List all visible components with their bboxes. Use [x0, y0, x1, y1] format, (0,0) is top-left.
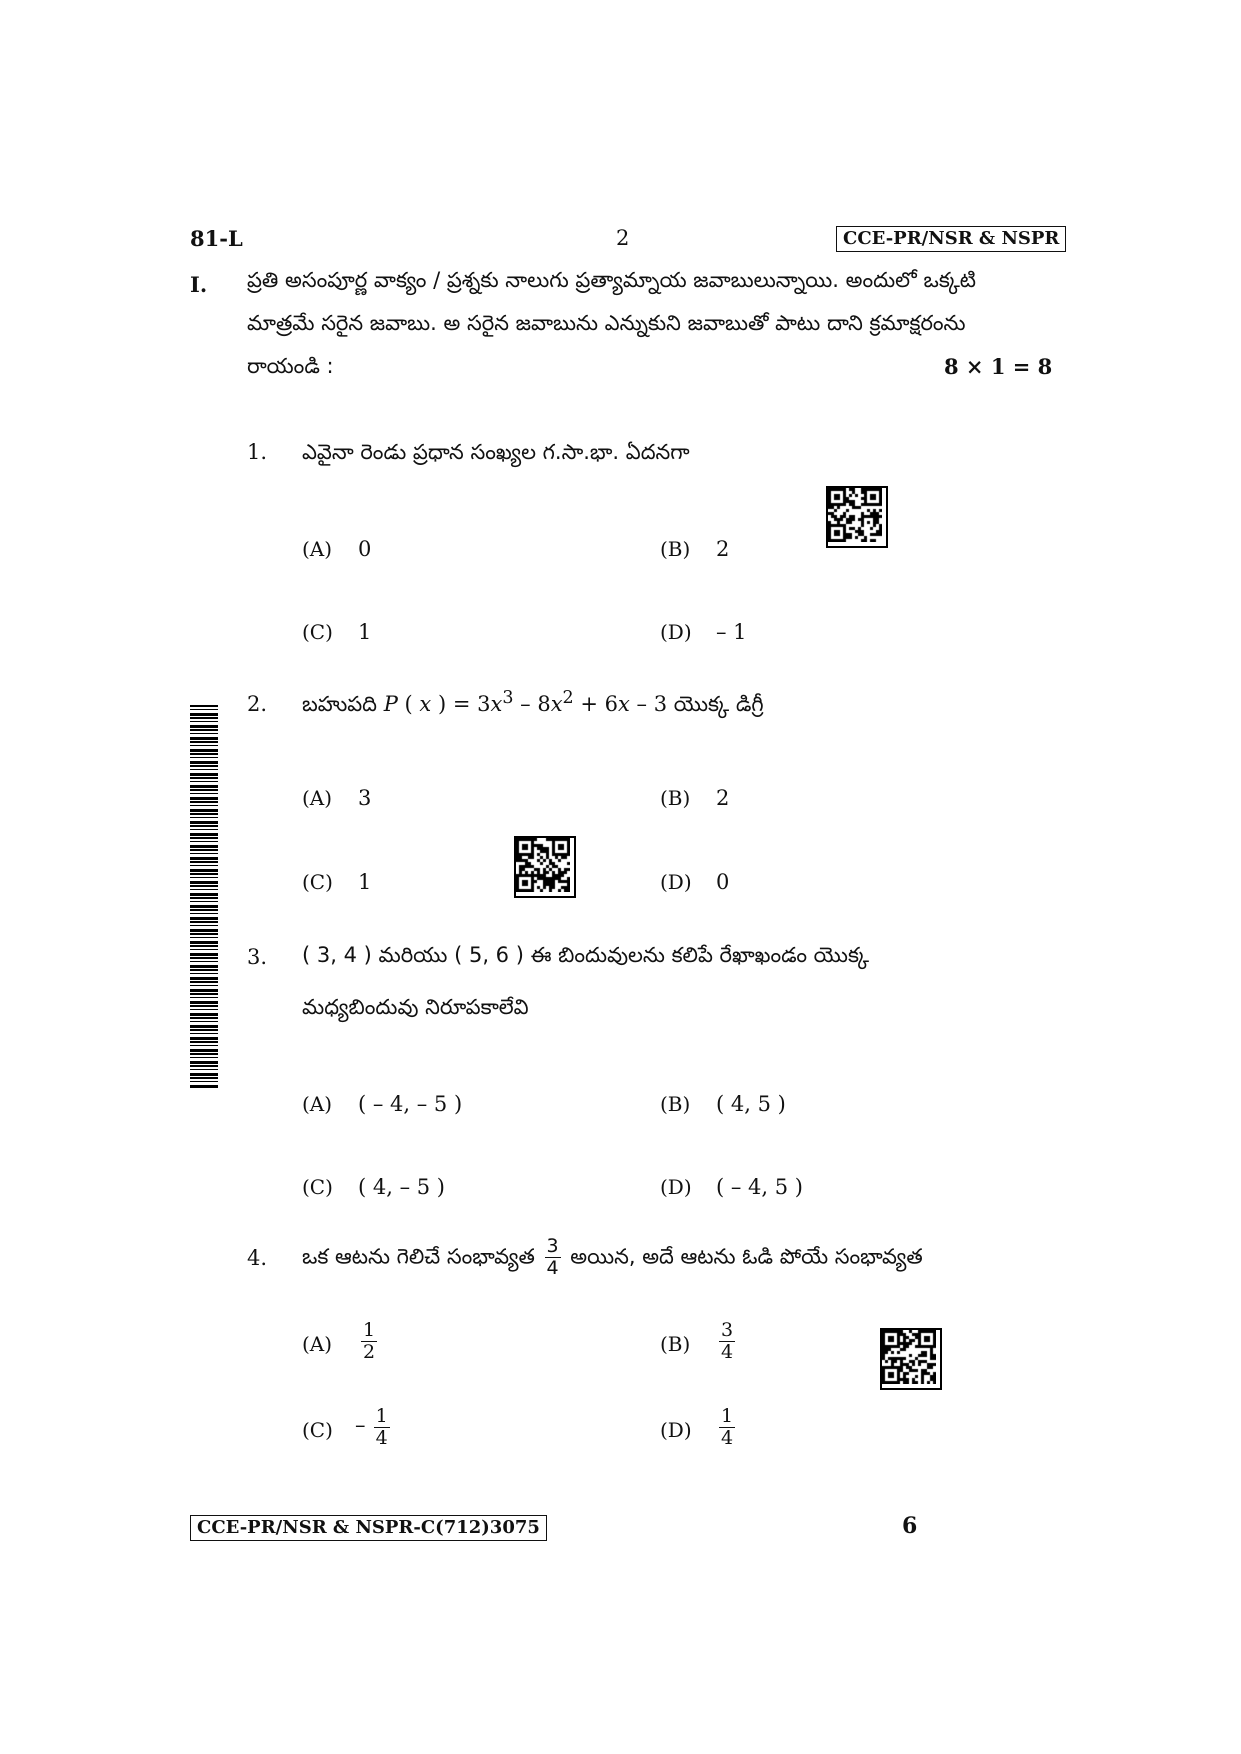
q4-option-a-label: (A) — [302, 1332, 333, 1356]
frac-denominator: 2 — [363, 1341, 376, 1363]
q3-option-a-value: ( – 4, – 5 ) — [358, 1092, 463, 1116]
section-number: I. — [190, 272, 208, 297]
frac-numerator: 3 — [546, 1235, 559, 1257]
q2-poly-minus3: – 3 — [636, 692, 668, 716]
q3-option-a-label: (A) — [302, 1092, 333, 1116]
q2-poly-x3: x — [490, 692, 503, 716]
q4-win-probability — [545, 1236, 561, 1279]
q4-option-c-label: (C) — [302, 1418, 333, 1442]
q4-option-d-label: (D) — [660, 1418, 692, 1442]
frac-numerator: 1 — [721, 1405, 734, 1427]
q2-poly-x1: x — [618, 692, 630, 716]
q2-option-d-value: 0 — [716, 870, 730, 894]
qr-code-icon — [880, 1328, 942, 1390]
q2-option-b-value: 2 — [716, 786, 730, 810]
q2-poly-minus8: – 8 — [520, 692, 551, 716]
q4-lead: ఒక ఆటను గెలిచే సంభావ్యత — [302, 1244, 535, 1269]
q2-exp-2: 2 — [562, 688, 574, 708]
instruction-line-3: రాయండి : — [247, 354, 334, 378]
question-3-line-2: మధ్యబిందువు నిరూపకాలేవి — [302, 995, 529, 1019]
q1-option-a-label: (A) — [302, 537, 333, 561]
q2-poly-eq: = 3 — [452, 692, 491, 716]
q4-option-c-value — [355, 1406, 393, 1449]
q3-option-d-label: (D) — [660, 1175, 692, 1199]
q2-tail: యొక్క డిగ్రీ — [673, 692, 764, 716]
frac-denominator: 4 — [546, 1257, 559, 1279]
question-3-line-1: ( 3, 4 ) మరియు ( 5, 6 ) ఈ బిందువులను కలిపే రేఖాఖండం యొక్క — [302, 943, 870, 967]
q2-option-c-label: (C) — [302, 870, 333, 894]
q2-poly-p: P — [383, 692, 398, 716]
q3-option-b-value: ( 4, 5 ) — [716, 1092, 786, 1116]
q2-option-d-label: (D) — [660, 870, 692, 894]
q3-option-b-label: (B) — [660, 1092, 691, 1116]
q2-poly-paren-open: ( — [404, 692, 413, 716]
frac-numerator: 3 — [721, 1319, 734, 1341]
q2-lead: బహుపది — [302, 692, 377, 716]
qr-code-icon — [826, 486, 888, 548]
question-3-number: 3. — [247, 945, 268, 969]
question-4-text — [302, 1236, 923, 1279]
frac-denominator: 4 — [375, 1427, 388, 1449]
q1-option-c-value: 1 — [358, 620, 372, 644]
footer-code-box: CCE-PR/NSR & NSPR-C(712)3075 — [190, 1515, 547, 1541]
footer-page-number: 6 — [902, 1513, 918, 1539]
q2-option-b-label: (B) — [660, 786, 691, 810]
qr-code-icon — [514, 836, 576, 898]
q1-option-b-label: (B) — [660, 537, 691, 561]
q2-option-c-value: 1 — [358, 870, 372, 894]
question-2-text — [302, 688, 764, 722]
question-1-text: ఎవైనా రెండు ప్రధాన సంఖ్యల గ.సా.భా. ఏదనగా — [302, 440, 690, 464]
paper-code: 81-L — [190, 226, 243, 251]
q1-option-d-value: – 1 — [716, 620, 747, 644]
barcode — [190, 705, 218, 1088]
q4-option-b-label: (B) — [660, 1332, 691, 1356]
instruction-line-1: ప్రతి అసంపూర్ణ వాక్యం / ప్రశ్నకు నాలుగు ప్రత్యామ్నాయ జవాబులున్నాయి. అందులో ఒక్కటి — [247, 268, 976, 292]
page-number: 2 — [616, 226, 630, 250]
q2-poly-plus6: + 6 — [580, 692, 618, 716]
q3-option-c-label: (C) — [302, 1175, 333, 1199]
q2-poly-x: x — [419, 692, 432, 716]
q4-option-a-value — [358, 1320, 380, 1363]
q1-option-c-label: (C) — [302, 620, 333, 644]
q2-option-a-label: (A) — [302, 786, 333, 810]
q1-option-a-value: 0 — [358, 537, 372, 561]
q4-tail: అయిన, అదే ఆటను ఓడి పోయే సంభావ్యత — [570, 1244, 923, 1269]
q1-option-b-value: 2 — [716, 537, 730, 561]
q4-option-d-value — [716, 1406, 738, 1449]
q2-polynomial — [383, 688, 674, 716]
frac-denominator: 4 — [721, 1427, 734, 1449]
question-4-number: 4. — [247, 1246, 268, 1270]
question-1-number: 1. — [247, 440, 268, 464]
frac-numerator: 1 — [375, 1405, 388, 1427]
q4-option-b-value — [716, 1320, 738, 1363]
frac-denominator: 4 — [721, 1341, 734, 1363]
q2-exp-3: 3 — [502, 688, 514, 708]
q3-option-c-value: ( 4, – 5 ) — [358, 1175, 445, 1199]
frac-numerator: 1 — [363, 1319, 376, 1341]
q2-option-a-value: 3 — [358, 786, 372, 810]
header-box-label: CCE-PR/NSR & NSPR — [836, 226, 1066, 252]
question-2-number: 2. — [247, 692, 268, 716]
q1-option-d-label: (D) — [660, 620, 692, 644]
q3-option-d-value: ( – 4, 5 ) — [716, 1175, 803, 1199]
section-marks: 8 × 1 = 8 — [944, 354, 1053, 379]
instruction-line-2: మాత్రమే సరైన జవాబు. అ సరైన జవాబును ఎన్నుకుని జవాబుతో పాటు దాని క్రమాక్షరంను — [247, 311, 966, 335]
q4-option-c-sign: – — [355, 1413, 366, 1437]
q2-poly-x2: x — [550, 692, 563, 716]
q2-poly-paren-close: ) — [437, 692, 447, 716]
